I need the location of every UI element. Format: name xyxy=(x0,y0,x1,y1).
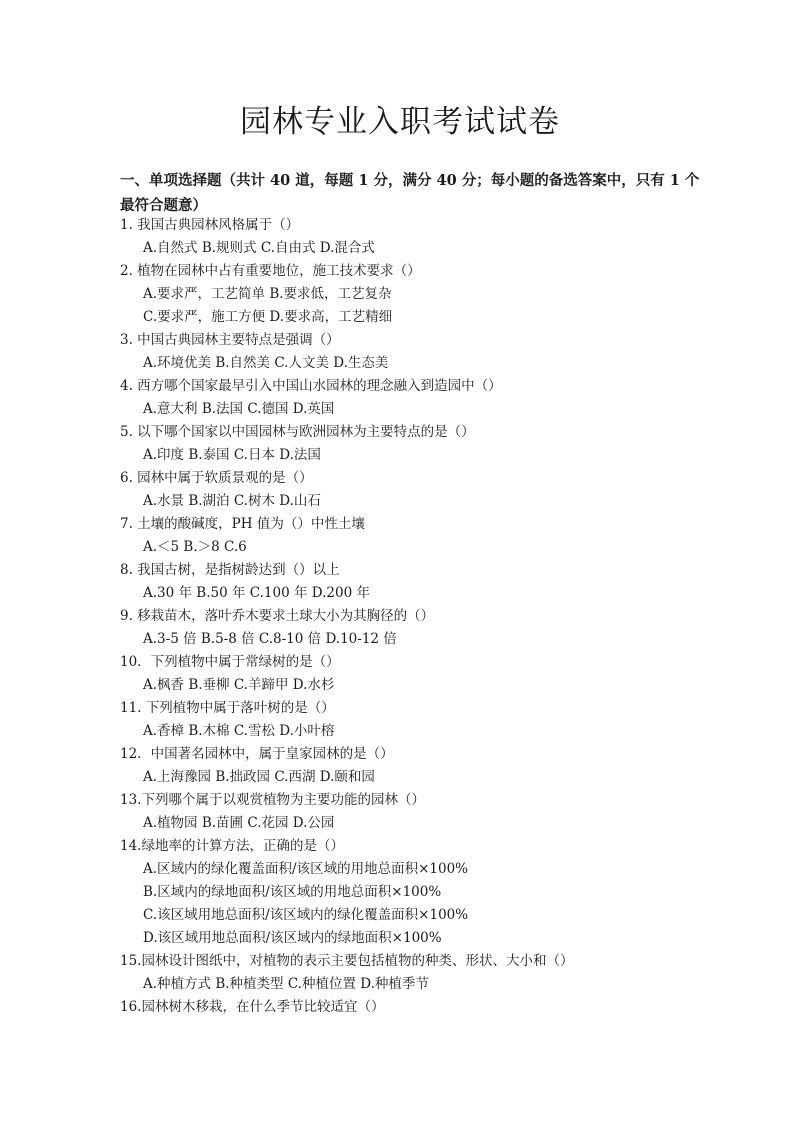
question-options: C.要求严，施工方便 D.要求高，工艺精细 xyxy=(143,309,393,325)
question-list xyxy=(120,214,720,1019)
question-options: A.自然式 B.规则式 C.自由式 D.混合式 xyxy=(143,240,375,256)
question-stem: 14.绿地率的计算方法，正确的是（） xyxy=(120,838,344,854)
question-options: A.植物园 B.苗圃 C.花园 D.公园 xyxy=(143,815,335,831)
question-item xyxy=(120,697,720,743)
question-stem: 2. 植物在园林中占有重要地位，施工技术要求（） xyxy=(120,263,421,279)
question-item xyxy=(120,513,720,559)
question-options: A.意大利 B.法国 C.德国 D.英国 xyxy=(143,401,335,417)
question-stem: 8. 我国古树，是指树龄达到（）以上 xyxy=(120,562,340,578)
question-options: A.枫香 B.垂柳 C.羊蹄甲 D.水杉 xyxy=(143,677,335,693)
question-stem: 4. 西方哪个国家最早引入中国山水园林的理念融入到造园中（） xyxy=(120,378,502,394)
question-options: D.该区域用地总面积/该区域内的绿地面积×100% xyxy=(143,930,442,946)
question-item xyxy=(120,375,720,421)
question-item xyxy=(120,743,720,789)
question-item xyxy=(120,467,720,513)
question-options: B.区域内的绿地面积/该区域的用地总面积×100% xyxy=(143,884,442,900)
question-options: A.30 年 B.50 年 C.100 年 D.200 年 xyxy=(143,585,370,601)
question-item xyxy=(120,329,720,375)
question-options: A.区域内的绿化覆盖面积/该区域的用地总面积×100% xyxy=(143,861,468,877)
question-item xyxy=(120,789,720,835)
question-options: A.3-5 倍 B.5-8 倍 C.8-10 倍 D.10-12 倍 xyxy=(143,631,397,647)
question-options: A.环境优美 B.自然美 C.人文美 D.生态美 xyxy=(143,355,389,371)
question-options: A.香樟 B.木棉 C.雪松 D.小叶榕 xyxy=(143,723,335,739)
question-item xyxy=(120,559,720,605)
question-item xyxy=(120,996,720,1019)
question-stem: 16.园林树木移栽，在什么季节比较适宜（） xyxy=(120,999,385,1015)
question-options: A.要求严，工艺简单 B.要求低，工艺复杂 xyxy=(143,286,392,302)
question-stem: 6. 园林中属于软质景观的是（） xyxy=(120,470,313,486)
question-options: C.该区域用地总面积/该区域内的绿化覆盖面积×100% xyxy=(143,907,469,923)
question-options: A.种植方式 B.种植类型 C.种植位置 D.种植季节 xyxy=(143,976,429,992)
question-item xyxy=(120,950,720,996)
page-title: 园林专业入职考试试卷 xyxy=(240,104,560,140)
question-options: A.水景 B.湖泊 C.树木 D.山石 xyxy=(143,493,321,509)
question-item xyxy=(120,651,720,697)
question-options: A.印度 B.泰国 C.日本 D.法国 xyxy=(143,447,321,463)
question-stem: 12．中国著名园林中，属于皇家园林的是（） xyxy=(120,746,394,762)
question-stem: 5. 以下哪个国家以中国园林与欧洲园林为主要特点的是（） xyxy=(120,424,475,440)
question-stem: 11. 下列植物中属于落叶树的是（） xyxy=(120,700,335,716)
question-item xyxy=(120,421,720,467)
question-item xyxy=(120,260,720,329)
section-heading: 一、单项选择题（共计 40 道，每题 1 分，满分 40 分；每小题的备选答案中，只有 1 个最符合题意） xyxy=(120,172,700,214)
question-stem: 13.下列哪个属于以观赏植物为主要功能的园林（） xyxy=(120,792,425,808)
question-options: A.上海豫园 B.拙政园 C.西湖 D.颐和园 xyxy=(143,769,375,785)
question-options: A.＜5 B.＞8 C.6 xyxy=(143,539,247,555)
question-stem: 9. 移栽苗木，落叶乔木要求土球大小为其胸径的（） xyxy=(120,608,435,624)
question-item xyxy=(120,605,720,651)
question-stem: 3. 中国古典园林主要特点是强调（） xyxy=(120,332,340,348)
question-item xyxy=(120,214,720,260)
question-stem: 1. 我国古典园林风格属于（） xyxy=(120,217,300,233)
question-stem: 15.园林设计图纸中，对植物的表示主要包括植物的种类、形状、大小和（） xyxy=(120,953,574,969)
question-item xyxy=(120,835,720,950)
question-stem: 10．下列植物中属于常绿树的是（） xyxy=(120,654,340,670)
question-stem: 7. 土壤的酸碱度，PH 值为（）中性土壤 xyxy=(120,516,365,532)
